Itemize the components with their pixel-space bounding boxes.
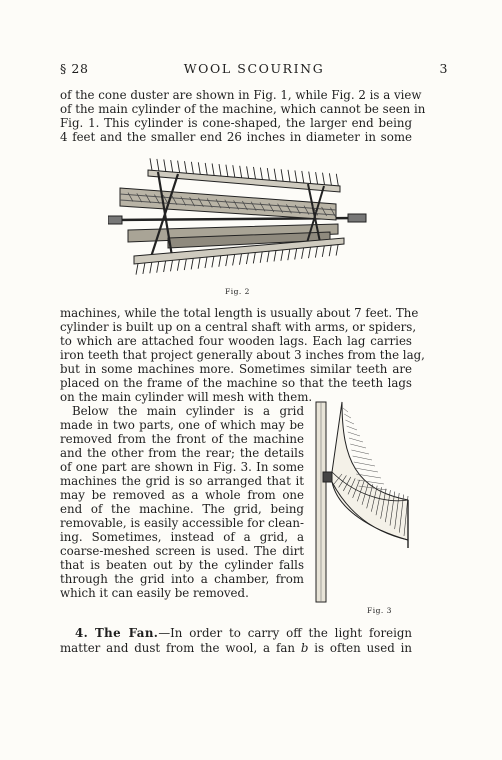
- text-line: that is beaten out by the cylinder falls: [60, 558, 304, 572]
- section-heading: The Fan.: [94, 626, 159, 640]
- section-text: —In order to carry off the light foreign: [158, 626, 412, 640]
- text-line: end of the machine. The grid, being: [60, 502, 304, 516]
- text-line: of the main cylinder of the machine, which cannot be seen in: [60, 102, 426, 116]
- text-line: which it can easily be removed.: [60, 586, 249, 600]
- text-line: 4 feet and the smaller end 26 inches in diameter in some: [60, 130, 412, 144]
- text-line: cylinder is built up on a central shaft with arms, or spiders,: [60, 320, 417, 334]
- text-line: Fig. 1. This cylinder is cone-shaped, the larger end being: [60, 116, 412, 130]
- section-4-line-1: [60, 626, 412, 640]
- running-title: WOOL SCOURING: [183, 61, 325, 76]
- variable-b: b: [300, 641, 309, 655]
- text-line: removable, is easily accessible for clean-: [60, 516, 305, 530]
- text-line: of the cone duster are shown in Fig. 1, while Fig. 2 is a view: [60, 88, 422, 102]
- figure-3-caption: Fig. 3: [367, 606, 392, 615]
- running-head: [60, 61, 448, 77]
- text-line: and the other from the rear; the details: [60, 446, 304, 460]
- text-line: removed from the front of the machine: [60, 432, 304, 446]
- text-line: Below the main cylinder is a grid: [72, 404, 304, 418]
- section-mark: § 28: [60, 61, 89, 76]
- text-line: ing. Sometimes, instead of a grid, a: [60, 530, 304, 544]
- text-fragment: is often used in: [308, 641, 412, 655]
- text-line: on the main cylinder will mesh with them.: [60, 390, 313, 404]
- text-line: machines, while the total length is usually about 7 feet. The: [60, 306, 419, 320]
- text-line: coarse-meshed screen is used. The dirt: [60, 544, 304, 558]
- section-4-line-2: [60, 641, 412, 655]
- text-line: but in some machines more. Sometimes similar teeth are: [60, 362, 412, 376]
- text-line: made in two parts, one of which may be: [60, 418, 304, 432]
- figure-3-grid-illustration: [312, 400, 412, 604]
- text-line: to which are attached four wooden lags. Each lag carries: [60, 334, 412, 348]
- section-number: 4.: [75, 626, 89, 640]
- text-line: placed on the frame of the machine so that the teeth lags: [60, 376, 412, 390]
- page-number: 3: [439, 61, 448, 76]
- text-line: of one part are shown in Fig. 3. In some: [60, 460, 304, 474]
- text-line: iron teeth that project generally about 3 inches from the lag,: [60, 348, 425, 362]
- figure-2-cylinder-illustration: [108, 148, 368, 284]
- text-fragment: matter and dust from the wool, a fan: [60, 641, 301, 655]
- text-line: may be removed as a whole from one: [60, 488, 304, 502]
- figure-2-caption: Fig. 2: [225, 287, 250, 296]
- text-line: through the grid into a chamber, from: [60, 572, 304, 586]
- text-line: machines the grid is so arranged that it: [60, 474, 304, 488]
